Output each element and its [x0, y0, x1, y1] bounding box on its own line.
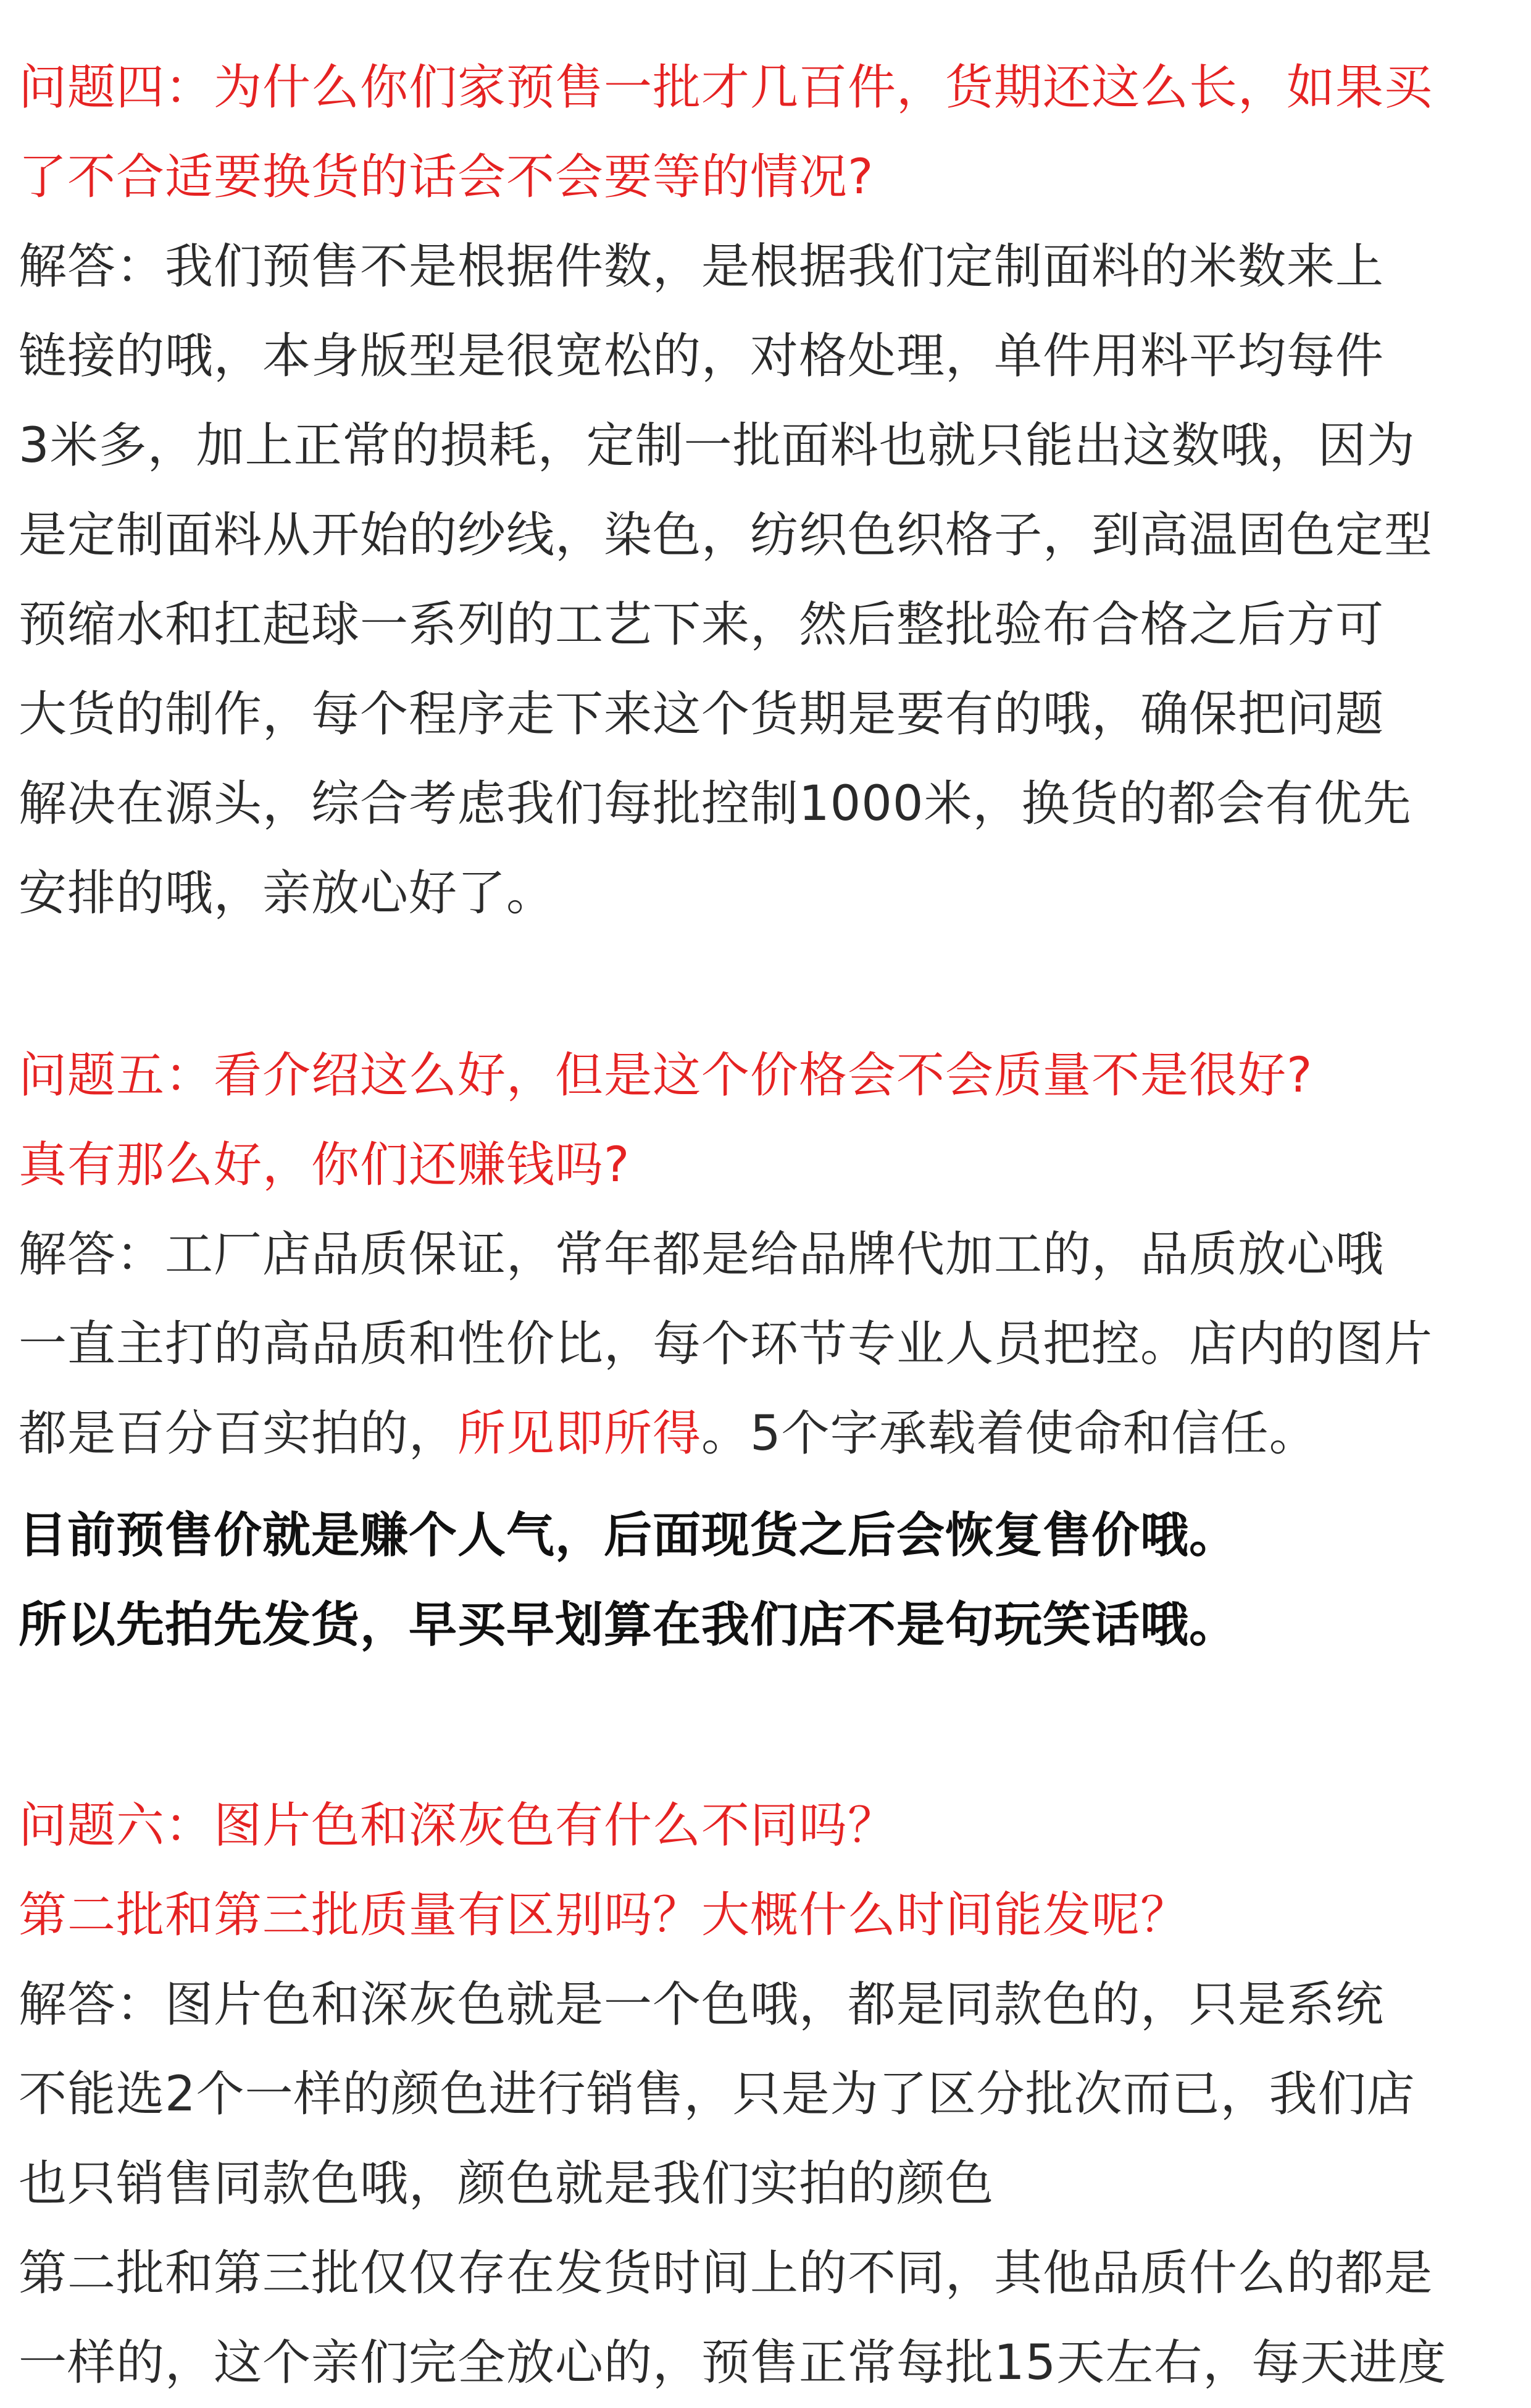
answer-line: 也只销售同款色哦，颜色就是我们实拍的颜色	[19, 2156, 995, 2212]
emphasis-line: 所以先拍先发货，早买早划算在我们店不是句玩笑话哦。	[19, 1597, 1238, 1653]
answer-line: 预缩水和扛起球一系列的工艺下来，然后整批验布合格之后方可	[19, 597, 1385, 653]
answer-line: 链接的哦，本身版型是很宽松的，对格处理，单件用料平均每件	[19, 328, 1385, 384]
answer-line: 是定制面料从开始的纱线，染色，纺织色织格子，到高温固色定型	[19, 508, 1433, 563]
question-line: 了不合适要换货的话会不会要等的情况?	[19, 149, 874, 205]
question-line: 问题四：为什么你们家预售一批才几百件，货期还这么长，如果买	[19, 60, 1433, 115]
faq-section-q4	[19, 43, 1512, 939]
answer-line: 不能选2个一样的颜色进行销售，只是为了区分批次而已，我们店	[19, 2067, 1416, 2122]
answer-line: 3米多，加上正常的损耗，定制一批面料也就只能出这数哦，因为	[19, 418, 1416, 474]
question-line: 第二批和第三批质量有区别吗？大概什么时间能发呢？	[19, 1888, 1190, 1943]
answer-text: 。5个字承载着使命和信任。	[701, 1406, 1318, 1461]
emphasis-line: 目前预售价就是赚个人气，后面现货之后会恢复售价哦。	[19, 1508, 1238, 1563]
answer-line: 一直主打的高品质和性价比，每个环节专业人员把控。店内的图片	[19, 1316, 1433, 1372]
question-line: 问题五：看介绍这么好，但是这个价格会不会质量不是很好?	[19, 1048, 1313, 1103]
faq-section-q6	[19, 1781, 1512, 2408]
faq-section-q5	[19, 1031, 1512, 1670]
answer-line: 解决在源头，综合考虑我们每批控制1000米，换货的都会有优先	[19, 776, 1412, 832]
answer-line: 解答：我们预售不是根据件数，是根据我们定制面料的米数来上	[19, 239, 1385, 295]
answer-line: 解答：图片色和深灰色就是一个色哦，都是同款色的，只是系统	[19, 1977, 1385, 2033]
question-line: 真有那么好，你们还赚钱吗?	[19, 1137, 630, 1193]
question-line: 问题六：图片色和深灰色有什么不同吗？	[19, 1798, 897, 1854]
answer-text: 都是百分百实拍的，	[19, 1406, 458, 1461]
answer-line	[19, 1389, 1512, 1479]
answer-line: 解答：工厂店品质保证，常年都是给品牌代加工的，品质放心哦	[19, 1227, 1385, 1282]
answer-line: 一样的，这个亲们完全放心的，预售正常每批15天左右，每天进度	[19, 2335, 1447, 2391]
answer-line: 第二批和第三批仅仅存在发货时间上的不同，其他品质什么的都是	[19, 2246, 1433, 2301]
highlight-text: 所见即所得	[457, 1406, 702, 1461]
answer-line: 安排的哦，亲放心好了。	[19, 866, 556, 921]
answer-line: 大货的制作，每个程序走下来这个货期是要有的哦，确保把问题	[19, 687, 1385, 742]
